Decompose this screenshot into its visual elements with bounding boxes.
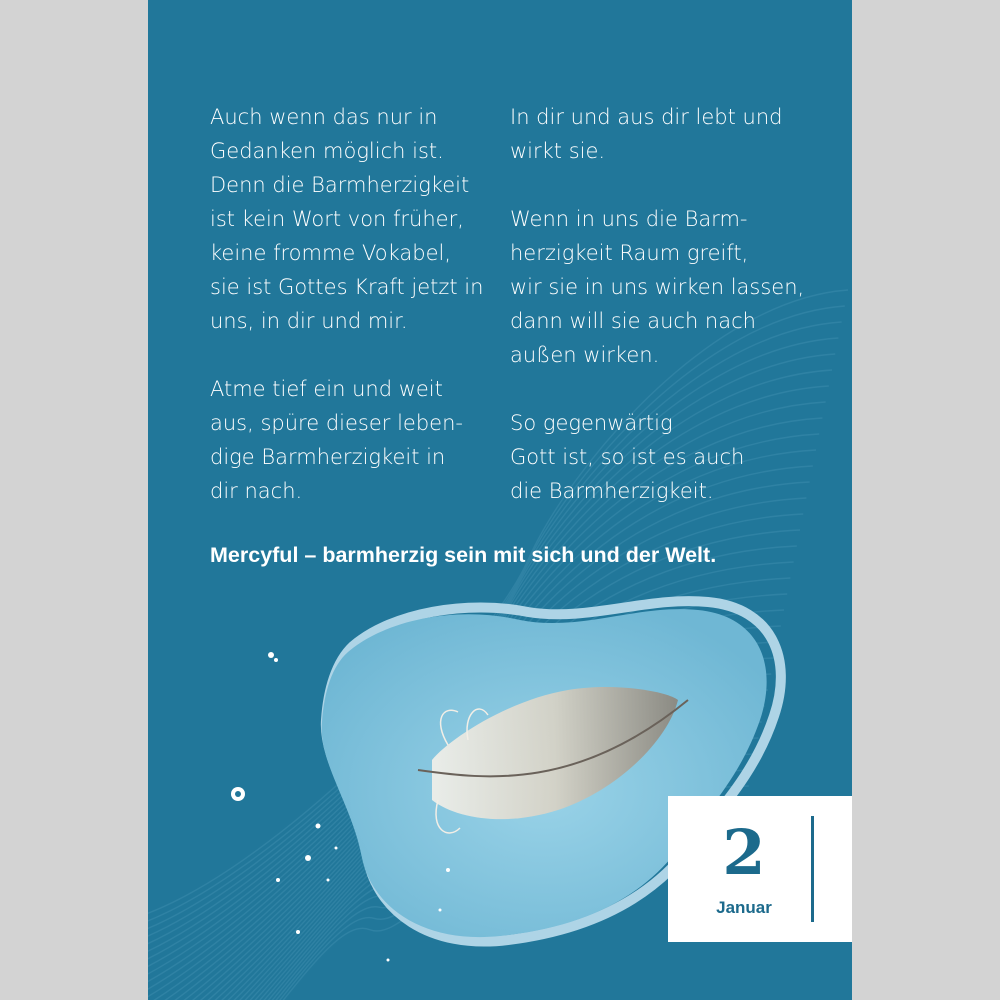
calendar-page — [148, 0, 852, 1000]
right-paragraph-3: So gegenwärtig Gott ist, so ist es auch die Barmherzigkeit. — [510, 411, 745, 503]
date-month: Januar — [716, 898, 772, 917]
date-day: 2 — [722, 816, 766, 889]
left-paragraph-1: Auch wenn das nur in Gedanken möglich ist. Denn die Barmherzigkeit ist kein Wort von früher, keine fromme Vokabel, sie ist Gottes Kraft jetzt in uns, in dir und mir. — [210, 105, 484, 333]
date-badge — [668, 796, 852, 942]
left-paragraph-2: Atme tief ein und weit aus, spüre dieser leben- dige Barmherzigkeit in dir nach. — [210, 377, 463, 503]
left-text-column — [210, 100, 490, 508]
right-paragraph-2: Wenn in uns die Barm- herzigkeit Raum greift, wir sie in uns wirken lassen, dann will sie auch nach außen wirken. — [510, 207, 805, 367]
tagline: Mercyful – barmherzig sein mit sich und der Welt. — [210, 543, 717, 567]
right-paragraph-1: In dir und aus dir lebt und wirkt sie. — [510, 105, 783, 163]
date-divider — [811, 816, 814, 922]
right-text-column — [510, 100, 810, 508]
